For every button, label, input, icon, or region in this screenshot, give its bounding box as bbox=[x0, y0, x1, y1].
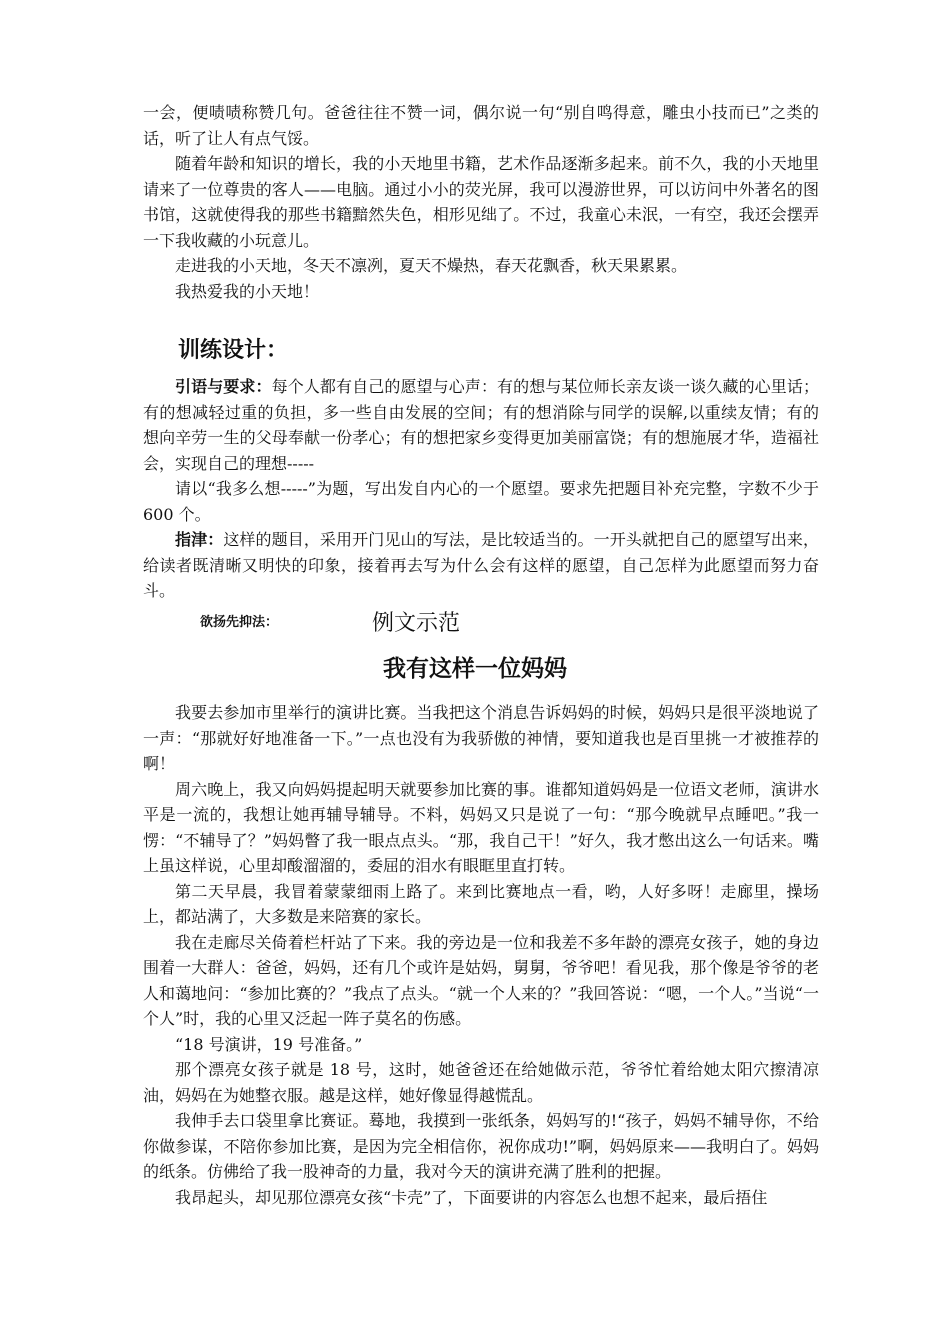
guide-label: 指津： bbox=[175, 530, 224, 549]
guide-text: 这样的题目，采用开门见山的写法，是比较适当的。一开头就把自己的愿望写出来，给读者既清晰又明快的印象，接着再去写为什么会有这样的愿望，自己怎样为此愿望而努力奋斗。 bbox=[143, 530, 819, 600]
intro-requirement-paragraph bbox=[143, 374, 819, 476]
intro-paragraph: 走进我的小天地，冬天不凛冽，夏天不燥热，春天花飘香，秋天果累累。 bbox=[175, 256, 688, 275]
intro-paragraph: 我热爱我的小天地！ bbox=[175, 281, 320, 301]
intro-paragraph: 随着年龄和知识的增长，我的小天地里书籍，艺术作品逐渐多起来。前不久，我的小天地里请来了一位尊贵的客人——电脑。通过小小的荧光屏，我可以漫游世界，可以访问中外著名的图书馆，这就使得我的那些书籍黯然失色，相形见绌了。不过，我童心未泯，一有空，我还会摆弄一下我收藏的小玩意儿。 bbox=[143, 154, 819, 250]
essay-paragraph: 我在走廊尽关倚着栏杆站了下来。我的旁边是一位和我差不多年龄的漂亮女孩子，她的身边围着一大群人：爸爸，妈妈，还有几个或许是姑妈，舅舅，爷爷吧！看见我，那个像是爷爷的老人和蔼地问：“参加比赛的？”我点了点头。“就一个人来的？”我回答说：“嗯，一个人。”当说“一个人”时，我的心里又泛起一阵子莫名的伤感。 bbox=[143, 932, 819, 1028]
example-label: 例文示范 bbox=[372, 611, 461, 636]
training-heading: 训练设计： bbox=[178, 338, 289, 363]
requirement-paragraph: 请以“我多么想-----”为题，写出发自内心的一个愿望。要求先把题目补充完整，字数不少于 600 个。 bbox=[143, 479, 819, 524]
essay-paragraph: 我昂起头，却见那位漂亮女孩“卡壳”了，下面要讲的内容怎么也想不起来，最后捂住 bbox=[175, 1187, 768, 1207]
essay-paragraph: 周六晚上，我又向妈妈提起明天就要参加比赛的事。谁都知道妈妈是一位语文老师，演讲水平是一流的，我想让她再辅导辅导。不料，妈妈又只是说了一句：“那今晚就早点睡吧。”我一愣：“不辅导了？”妈妈瞥了我一眼点点头。“那，我自己干！”好久，我才憋出这么一句话来。嘴上虽这样说，心里却酸溜溜的，委屈的泪水有眼眶里直打转。 bbox=[143, 779, 819, 875]
essay-body bbox=[143, 700, 819, 1210]
intro-label: 引语与要求： bbox=[175, 377, 272, 396]
intro-text: 每个人都有自己的愿望与心声：有的想与某位师长亲友谈一谈久藏的心里话；有的想减轻过重的负担，多一些自由发展的空间；有的想消除与同学的误解,以重续友情；有的想向辛劳一生的父母奉献一份孝心；有的想把家乡变得更加美丽富饶；有的想施展才华，造福社会，实现自己的理想----- bbox=[143, 377, 819, 473]
essay-paragraph: 第二天早晨，我冒着蒙蒙细雨上路了。来到比赛地点一看，哟，人好多呀！走廊里，操场上，都站满了，大多数是来陪赛的家长。 bbox=[143, 881, 819, 926]
essay-paragraph: 我伸手去口袋里拿比赛证。蓦地，我摸到一张纸条，妈妈写的!“孩子，妈妈不辅导你，不给你做参谋，不陪你参加比赛，是因为完全相信你，祝你成功!”啊，妈妈原来——我明白了。妈妈的纸条。仿佛给了我一股神奇的力量，我对今天的演讲充满了胜利的把握。 bbox=[143, 1111, 819, 1181]
guide-paragraph bbox=[143, 527, 819, 604]
intro-paragraph: 一会，便啧啧称赞几句。爸爸往往不赞一词，偶尔说一句“别自鸣得意，雕虫小技而已”之类的话，听了让人有点气馁。 bbox=[143, 103, 819, 148]
essay-title: 我有这样一位妈妈 bbox=[383, 656, 567, 682]
essay-paragraph: “18 号演讲，19 号准备。” bbox=[175, 1034, 363, 1054]
method-label: 欲扬先抑法： bbox=[200, 615, 279, 630]
essay-paragraph: 那个漂亮女孩子就是 18 号，这时，她爸爸还在给她做示范，爷爷忙着给她太阳穴擦清凉油，妈妈在为她整衣服。越是这样，她好像显得越慌乱。 bbox=[143, 1060, 819, 1105]
training-section bbox=[143, 374, 819, 604]
intro-section bbox=[143, 100, 819, 304]
essay-paragraph: 我要去参加市里举行的演讲比赛。当我把这个消息告诉妈妈的时候，妈妈只是很平淡地说了一声：“那就好好地准备一下。”一点也没有为我骄傲的神情，要知道我也是百里挑一才被推荐的啊！ bbox=[143, 703, 819, 773]
